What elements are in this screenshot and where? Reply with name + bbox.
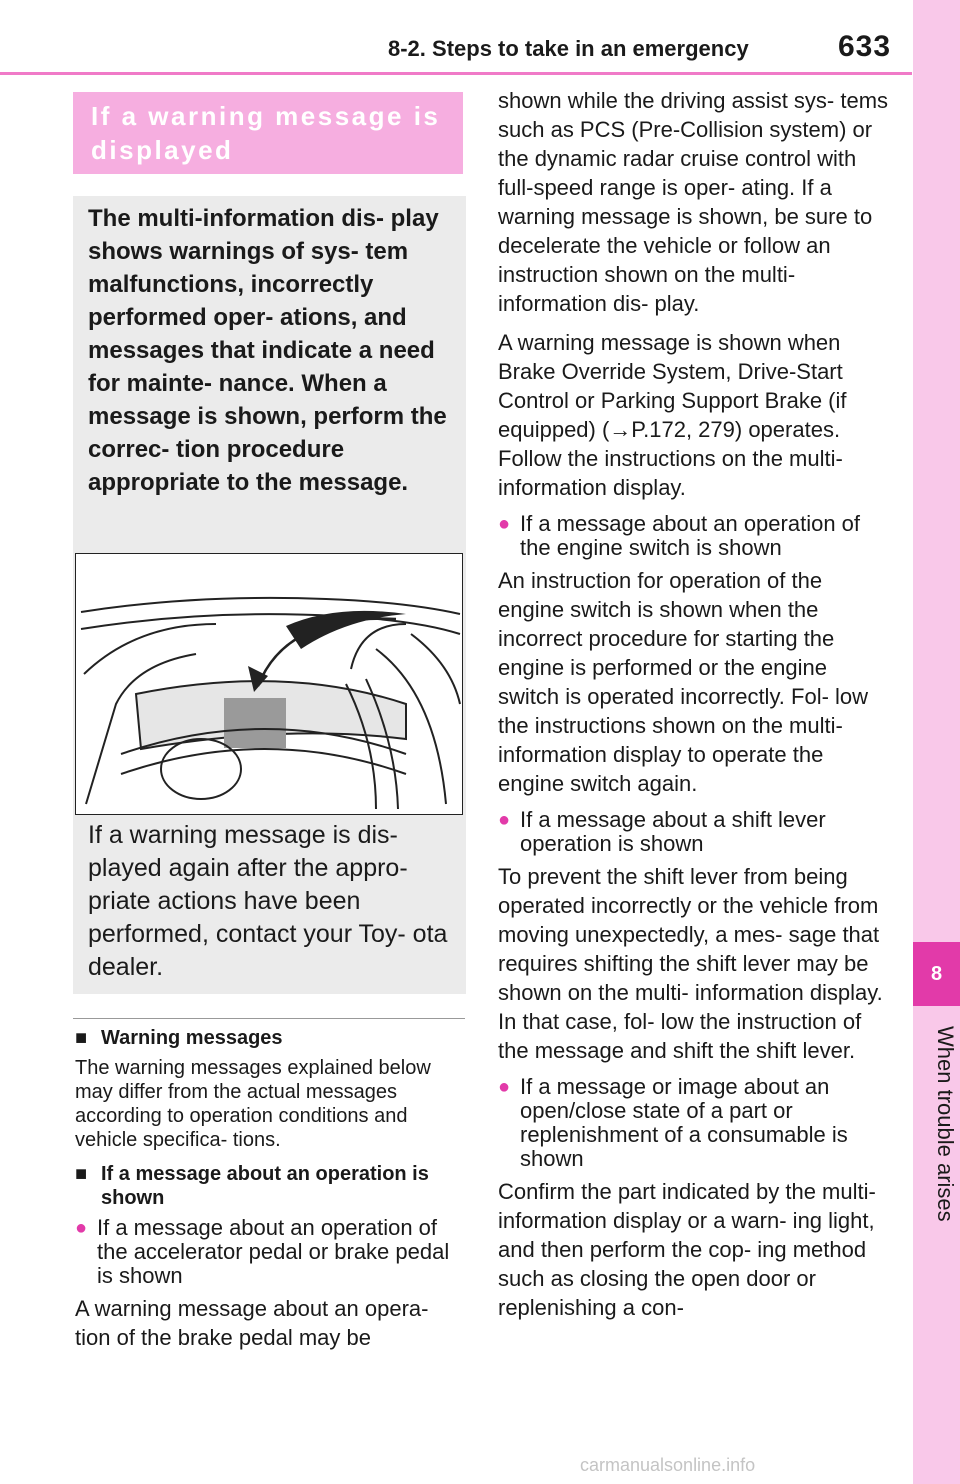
page-number: 633 bbox=[838, 30, 892, 63]
header-divider bbox=[0, 72, 912, 75]
warning-messages-text: The warning messages explained below may differ from the actual messages according to operation conditions and vehicle specifica- tions. bbox=[75, 1057, 431, 1151]
summary-intro: The multi-information dis- play shows warnings of sys- tem malfunctions, incorrectly performed oper- ations, and messages that indicate a need for mainte- nance. When a message is shown, perform the correc- tion procedure appropriate to the message. bbox=[88, 205, 447, 496]
brake-override-text: A warning message is shown when Brake Override System, Drive-Start Control or Parking Support Brake (if equipped) (→P.172, 279) operates. Follow the instructions on the multi- information display. bbox=[498, 330, 847, 500]
bullet-open-close-state: ● If a message or image about an open/close state of a part or replenishment of a consumable is shown bbox=[498, 1075, 893, 1171]
chapter-number-badge: 8 bbox=[913, 942, 960, 1006]
section-heading: If a warning message is displayed bbox=[73, 92, 463, 174]
subhead-operation-message: ■ If a message about an operation is shown bbox=[75, 1162, 470, 1210]
chapter-name: When trouble arises bbox=[933, 1026, 958, 1222]
left-column bbox=[75, 1026, 470, 1362]
pedal-operation-text: A warning message about an opera- tion of the brake pedal may be bbox=[75, 1296, 429, 1350]
watermark: carmanualsonline.info bbox=[580, 1455, 756, 1475]
column-divider bbox=[73, 1018, 465, 1019]
dashboard-illustration bbox=[75, 553, 463, 815]
open-close-state-text: Confirm the part indicated by the multi-information display or a warn- ing light, and then perform the cop- ing method such as closing the open door or replenishing a con- bbox=[498, 1179, 876, 1320]
bullet-engine-switch: ● If a message about an operation of the engine switch is shown bbox=[498, 512, 893, 560]
subhead-warning-messages: ■ Warning messages bbox=[75, 1026, 470, 1050]
bullet-pedal-operation: ● If a message about an operation of the accelerator pedal or brake pedal is shown bbox=[75, 1216, 470, 1288]
right-column bbox=[498, 86, 893, 1332]
dashboard-display-icon bbox=[76, 554, 462, 814]
shift-lever-text: To prevent the shift lever from being operated incorrectly or the vehicle from moving unexpectedly, a mes- sage that requires shifting the shift lever may be shown on the multi- information display. In that case, fol- low the instruction of the message and shift the shift lever. bbox=[498, 864, 883, 1063]
engine-switch-text: An instruction for operation of the engine switch is shown when the incorrect procedure for starting the engine is performed or the engine switch is operated incorrectly. Fol- low the instructions shown on the multi-information display to operate the engine switch again. bbox=[498, 568, 869, 796]
bullet-shift-lever: ● If a message about a shift lever operation is shown bbox=[498, 808, 893, 856]
dealer-contact-note: If a warning message is dis- played again after the appro- priate actions have been performed, contact your Toy- ota dealer. bbox=[88, 821, 448, 981]
driving-assist-text: shown while the driving assist sys- tems such as PCS (Pre-Collision system) or the dynamic radar cruise control with full-speed range is oper- ating. If a warning message is shown, be sure to decelerate the vehicle or follow an instruction shown on the multi-information dis- play. bbox=[498, 88, 889, 316]
header-title: 8-2. Steps to take in an emergency bbox=[388, 36, 749, 61]
